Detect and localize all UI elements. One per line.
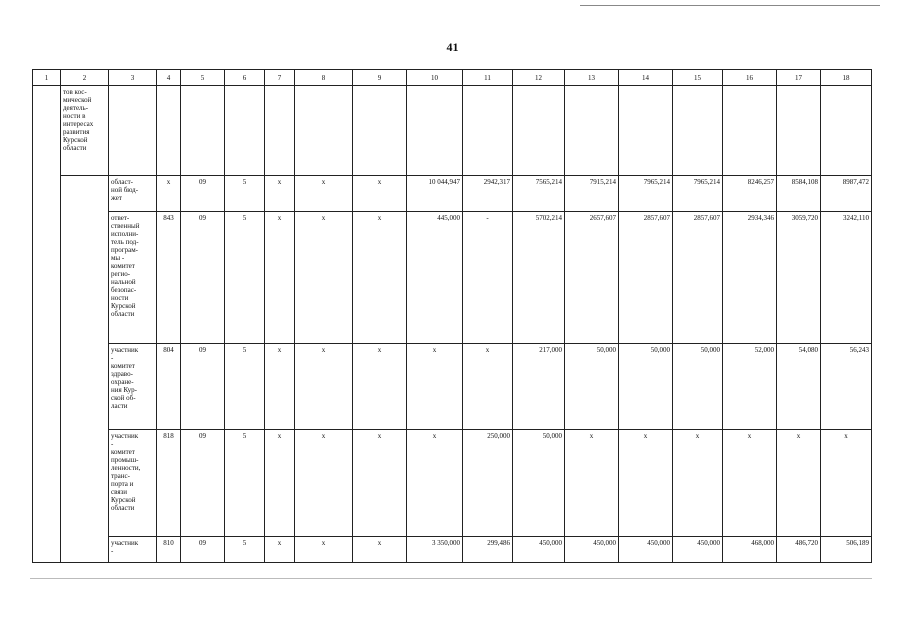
column-header: 3 xyxy=(109,70,157,86)
table-cell xyxy=(181,86,225,176)
table-cell: х xyxy=(295,430,353,537)
column-header: 18 xyxy=(821,70,872,86)
column-header: 6 xyxy=(225,70,265,86)
table-cell: х xyxy=(265,212,295,344)
table-cell-col1 xyxy=(33,86,61,563)
table-cell xyxy=(619,86,673,176)
column-header: 16 xyxy=(723,70,777,86)
table-cell: х xyxy=(157,176,181,212)
table-cell: 445,000 xyxy=(407,212,463,344)
table-cell: х xyxy=(673,430,723,537)
table-cell: 09 xyxy=(181,176,225,212)
table-cell: 299,486 xyxy=(463,537,513,563)
table-cell xyxy=(265,86,295,176)
table-cell: 3242,110 xyxy=(821,212,872,344)
table-cell: 506,189 xyxy=(821,537,872,563)
table-cell-col2 xyxy=(61,176,109,563)
table-cell-label: участник - комитет промыш- ленности, транс- порта и связи Курской области xyxy=(109,430,157,537)
table-cell: 52,000 xyxy=(723,344,777,430)
table-cell: 250,000 xyxy=(463,430,513,537)
table-cell: 8987,472 xyxy=(821,176,872,212)
column-header: 8 xyxy=(295,70,353,86)
column-header: 17 xyxy=(777,70,821,86)
table-cell: 09 xyxy=(181,537,225,563)
column-header: 2 xyxy=(61,70,109,86)
table-cell: 5 xyxy=(225,176,265,212)
table-cell: х xyxy=(353,344,407,430)
table-cell: 54,080 xyxy=(777,344,821,430)
table-cell: 50,000 xyxy=(619,344,673,430)
table-cell: 7565,214 xyxy=(513,176,565,212)
table-cell: 2942,317 xyxy=(463,176,513,212)
table-cell: х xyxy=(407,430,463,537)
table-cell xyxy=(513,86,565,176)
table-cell: 468,000 xyxy=(723,537,777,563)
table-row xyxy=(33,176,872,212)
table-cell: 50,000 xyxy=(513,430,565,537)
table-cell xyxy=(109,86,157,176)
table-cell: 09 xyxy=(181,344,225,430)
table-cell: 2657,607 xyxy=(565,212,619,344)
table-cell: 09 xyxy=(181,212,225,344)
table-cell: х xyxy=(295,176,353,212)
table-row xyxy=(33,344,872,430)
column-header: 15 xyxy=(673,70,723,86)
table-cell: 450,000 xyxy=(513,537,565,563)
table-cell: 450,000 xyxy=(619,537,673,563)
table-cell: х xyxy=(295,537,353,563)
column-header: 11 xyxy=(463,70,513,86)
table-cell: х xyxy=(265,344,295,430)
page-number: 41 xyxy=(446,40,459,54)
table-cell xyxy=(777,86,821,176)
table-cell: 8584,108 xyxy=(777,176,821,212)
table-cell xyxy=(463,86,513,176)
table-cell xyxy=(295,86,353,176)
continuation-text-cell: тов кос- мической деятель- ности в интересах развития Курской области xyxy=(61,86,109,176)
table-cell: 486,720 xyxy=(777,537,821,563)
table-cell: 7915,214 xyxy=(565,176,619,212)
table-cell: 3 350,000 xyxy=(407,537,463,563)
table-cell: 56,243 xyxy=(821,344,872,430)
table-row xyxy=(33,86,872,176)
table-cell xyxy=(225,86,265,176)
table-cell: х xyxy=(353,430,407,537)
table-cell: 50,000 xyxy=(673,344,723,430)
table-row xyxy=(33,430,872,537)
table-cell: х xyxy=(295,212,353,344)
table-cell: х xyxy=(353,537,407,563)
table-cell: х xyxy=(407,344,463,430)
table-cell: 818 xyxy=(157,430,181,537)
table-cell: х xyxy=(565,430,619,537)
table-cell: 843 xyxy=(157,212,181,344)
column-header: 1 xyxy=(33,70,61,86)
table-cell: - xyxy=(463,212,513,344)
table-cell: 7965,214 xyxy=(619,176,673,212)
table-cell: 3059,720 xyxy=(777,212,821,344)
table-cell: 5 xyxy=(225,344,265,430)
table-cell xyxy=(353,86,407,176)
table-cell xyxy=(565,86,619,176)
table-cell xyxy=(673,86,723,176)
table-cell xyxy=(821,86,872,176)
table-cell: х xyxy=(777,430,821,537)
table-cell-label: област- ной бюд- жет xyxy=(109,176,157,212)
column-header: 4 xyxy=(157,70,181,86)
budget-table xyxy=(32,69,872,563)
column-header: 9 xyxy=(353,70,407,86)
table-cell: 2857,607 xyxy=(673,212,723,344)
table-cell: х xyxy=(295,344,353,430)
table-cell xyxy=(407,86,463,176)
table-cell-label: участник - xyxy=(109,537,157,563)
table-cell-label: участник - комитет здраво- охране- ния Кур- ской об- ласти xyxy=(109,344,157,430)
table-cell: х xyxy=(619,430,673,537)
column-header: 5 xyxy=(181,70,225,86)
table-cell: 5 xyxy=(225,537,265,563)
table-cell: 217,000 xyxy=(513,344,565,430)
table-cell: 2934,346 xyxy=(723,212,777,344)
table-cell: 50,000 xyxy=(565,344,619,430)
table-cell: 5 xyxy=(225,430,265,537)
scan-edge-line xyxy=(30,578,872,579)
table-cell: х xyxy=(265,537,295,563)
table-cell: 5702,214 xyxy=(513,212,565,344)
table-row xyxy=(33,212,872,344)
table-cell: 804 xyxy=(157,344,181,430)
column-header: 14 xyxy=(619,70,673,86)
table-cell: 8246,257 xyxy=(723,176,777,212)
table-cell: 810 xyxy=(157,537,181,563)
column-number-row xyxy=(33,70,872,86)
table-cell: 7965,214 xyxy=(673,176,723,212)
column-header: 7 xyxy=(265,70,295,86)
table-cell: 5 xyxy=(225,212,265,344)
table-cell: х xyxy=(353,176,407,212)
table-cell: х xyxy=(723,430,777,537)
table-cell: 2857,607 xyxy=(619,212,673,344)
column-header: 10 xyxy=(407,70,463,86)
table-row xyxy=(33,537,872,563)
table-cell: х xyxy=(265,176,295,212)
table-cell: 450,000 xyxy=(673,537,723,563)
column-header: 13 xyxy=(565,70,619,86)
table-cell: 09 xyxy=(181,430,225,537)
table-cell: 450,000 xyxy=(565,537,619,563)
table-cell xyxy=(723,86,777,176)
table-cell: х xyxy=(463,344,513,430)
table-cell: 10 044,947 xyxy=(407,176,463,212)
table-cell: х xyxy=(265,430,295,537)
table-cell-label: ответ- ственный исполни- тель под- програм- мы - комитет регио- нальной безопас- ности Курской области xyxy=(109,212,157,344)
table-cell: х xyxy=(353,212,407,344)
scan-edge-line xyxy=(580,5,880,6)
table-cell xyxy=(157,86,181,176)
table-cell: х xyxy=(821,430,872,537)
column-header: 12 xyxy=(513,70,565,86)
